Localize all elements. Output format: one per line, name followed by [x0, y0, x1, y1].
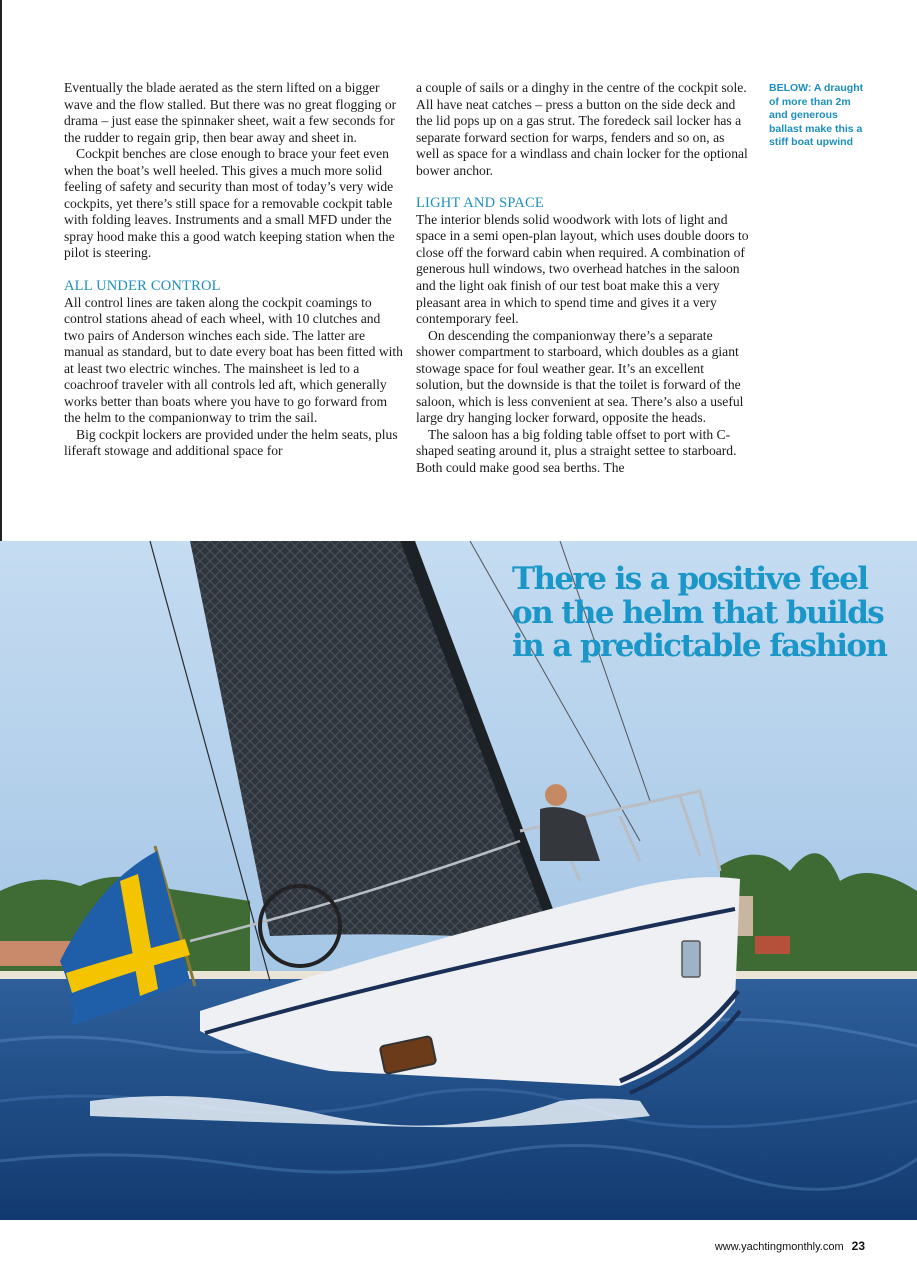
house-right [755, 936, 790, 954]
paragraph: Big cockpit lockers are provided under the helm seats, plus liferaft stowage and additional space for [64, 426, 398, 459]
crew-head [545, 784, 567, 806]
paragraph: Cockpit benches are close enough to brace your feet even when the boat’s well heeled. This gives a much more solid feeling of safety and security than most of today’s very wide cockpits, yet there’s still space for a removable cockpit table with folding leaves. Instruments and a small MFD under the spray hood make this a good watch keeping station when the pilot is steering. [64, 146, 395, 261]
pull-quote: There is a positive feel on the helm that builds in a predictable fashion [512, 561, 887, 664]
section-heading: LIGHT AND SPACE [416, 195, 544, 212]
article-column-2 [416, 80, 751, 477]
paragraph: On descending the companionway there’s a separate shower compartment to starboard, which doubles as a giant stowage space for foul weather gear. It’s an excellent solution, but the downside is that the toilet is forward of the saloon, which is less convenient at sea. There’s also a useful large dry hanging locker forward, opposite the heads. [416, 327, 744, 426]
paragraph: All control lines are taken along the cockpit coamings to control stations ahead of each wheel, with 10 clutches and two pairs of Anderson winches each side. The latter are manual as standard, but to date every boat has been fitted with at least two electric winches. The mainsheet is led to a coachroof traveler with all controls led aft, which generally works better than boats where you have to go forward from the helm to the companionway to trim the sail. [64, 294, 403, 426]
page-edge-rule [0, 0, 2, 545]
photo-caption: BELOW: A draught of more than 2m and generous ballast make this a stiff boat upwind [769, 82, 864, 148]
paragraph: The saloon has a big folding table offset to port with C-shaped seating around it, plus a straight settee to starboard. Both could make good sea berths. The [416, 426, 737, 476]
footer-url[interactable]: www.yachtingmonthly.com [714, 1241, 844, 1253]
section-heading: ALL UNDER CONTROL [64, 278, 221, 295]
paragraph: a couple of sails or a dinghy in the centre of the cockpit sole. All have neat catches – press a button on the side deck and the lid pops up on a gas strut. The foredeck sail locker has a separate forward section for warps, fenders and so on, as well as space for a windlass and chain locker for the optional bower anchor. [416, 80, 748, 178]
page-number: 23 [851, 1239, 865, 1253]
hull-port [682, 941, 700, 977]
paragraph: Eventually the blade aerated as the stern lifted on a bigger wave and the flow stalled. But there was no great flogging or drama – just ease the spinnaker sheet, wait a few seconds for the rudder to regain grip, then bear away and sheet in. [64, 80, 397, 145]
paragraph: The interior blends solid woodwork with lots of light and space in a semi open-plan layout, which uses double doors to close off the forward cabin when required. A combination of generous hull windows, two overhead hatches in the saloon and the light oak finish of our test boat make this a very pleasant area in which to spend time and gives it a very contemporary feel. [416, 211, 749, 327]
article-column-1 [64, 80, 404, 460]
page-footer [715, 1239, 865, 1253]
